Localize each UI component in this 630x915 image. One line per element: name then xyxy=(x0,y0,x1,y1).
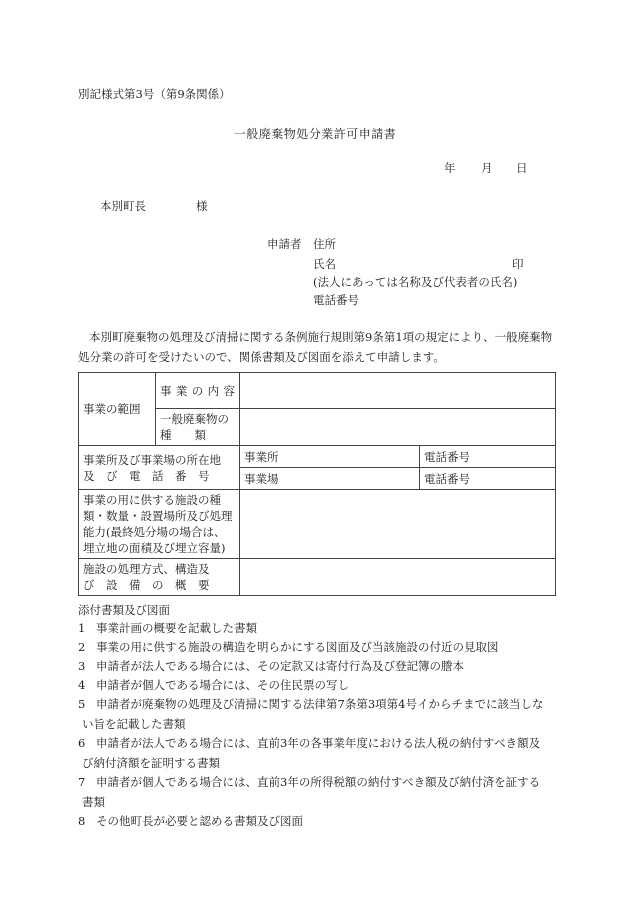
date-year: 年 xyxy=(444,161,456,175)
seal-mark: 印 xyxy=(512,257,524,271)
attachment-item: 3 申請者が法人である場合には、その定款又は寄付行為及び登記簿の謄本 xyxy=(78,659,464,673)
method-value[interactable] xyxy=(240,559,556,596)
office-location[interactable]: 事業所 xyxy=(240,446,420,468)
form-number: 別記様式第3号（第9条関係） xyxy=(78,87,231,101)
name-label: 氏名 xyxy=(313,257,336,271)
site-location[interactable]: 事業場 xyxy=(240,468,420,490)
attachment-item: 8 その他町長が必要と認める書類及び図面 xyxy=(78,814,303,828)
phone-label: 電話番号 xyxy=(313,293,359,307)
page-title: 一般廃棄物処分業許可申請書 xyxy=(233,127,397,141)
location-label: 事業所及び事業場の所在地 及 び 電 話 番 号 xyxy=(79,446,240,490)
corporate-note: (法人にあっては名称及び代表者の氏名) xyxy=(313,275,518,289)
attachment-item: 7 申請者が個人である場合には、直前3年の所得税額の納付すべき額及び納付済を証する 書類 xyxy=(78,775,541,809)
site-phone[interactable]: 電話番号 xyxy=(420,468,556,490)
content-label: 事 業 の 内 容 xyxy=(156,373,240,409)
application-statement: 本別町廃棄物の処理及び清掃に関する条例施行規則第9条第1項の規定により、一般廃棄物処分業の許可を受けたいので、関係書類及び図面を添えて申請します。 xyxy=(78,330,553,364)
date-day: 日 xyxy=(516,161,528,175)
date-month: 月 xyxy=(481,161,493,175)
attachments-title: 添付書類及び図面 xyxy=(78,603,170,617)
waste-type-label: 一般廃棄物の 種 類 xyxy=(156,409,240,446)
addressee-suffix: 様 xyxy=(196,199,208,213)
attachment-item: 2 事業の用に供する施設の構造を明らかにする図面及び当該施設の付近の見取図 xyxy=(78,640,499,654)
attachment-item: 5 申請者が廃棄物の処理及び清掃に関する法律第7条第3項第4号イからチまでに該当しな い旨を記載した書類 xyxy=(78,697,544,731)
attachment-item: 4 申請者が個人である場合には、その住民票の写し xyxy=(78,678,349,692)
application-table xyxy=(78,372,556,596)
attachment-item: 1 事業計画の概要を記載した書類 xyxy=(78,621,257,635)
office-phone[interactable]: 電話番号 xyxy=(420,446,556,468)
method-label: 施設の処理方式、構造及 び 設 備 の 概 要 xyxy=(79,559,240,596)
content-value[interactable] xyxy=(240,373,556,409)
facility-value[interactable] xyxy=(240,490,556,559)
scope-label: 事業の範囲 xyxy=(79,373,156,446)
waste-type-value[interactable] xyxy=(240,409,556,446)
address-label: 住所 xyxy=(313,237,336,251)
addressee-name: 本別町長 xyxy=(100,199,146,213)
applicant-label: 申請者 xyxy=(267,237,302,251)
attachment-item: 6 申請者が法人である場合には、直前3年の各事業年度における法人税の納付すべき額及 び納付済額を証明する書類 xyxy=(78,736,541,770)
facility-label: 事業の用に供する施設の種類・数量・設置場所及び処理能力(最終処分場の場合は、埋立地の面積及び埋立容量) xyxy=(79,490,240,559)
